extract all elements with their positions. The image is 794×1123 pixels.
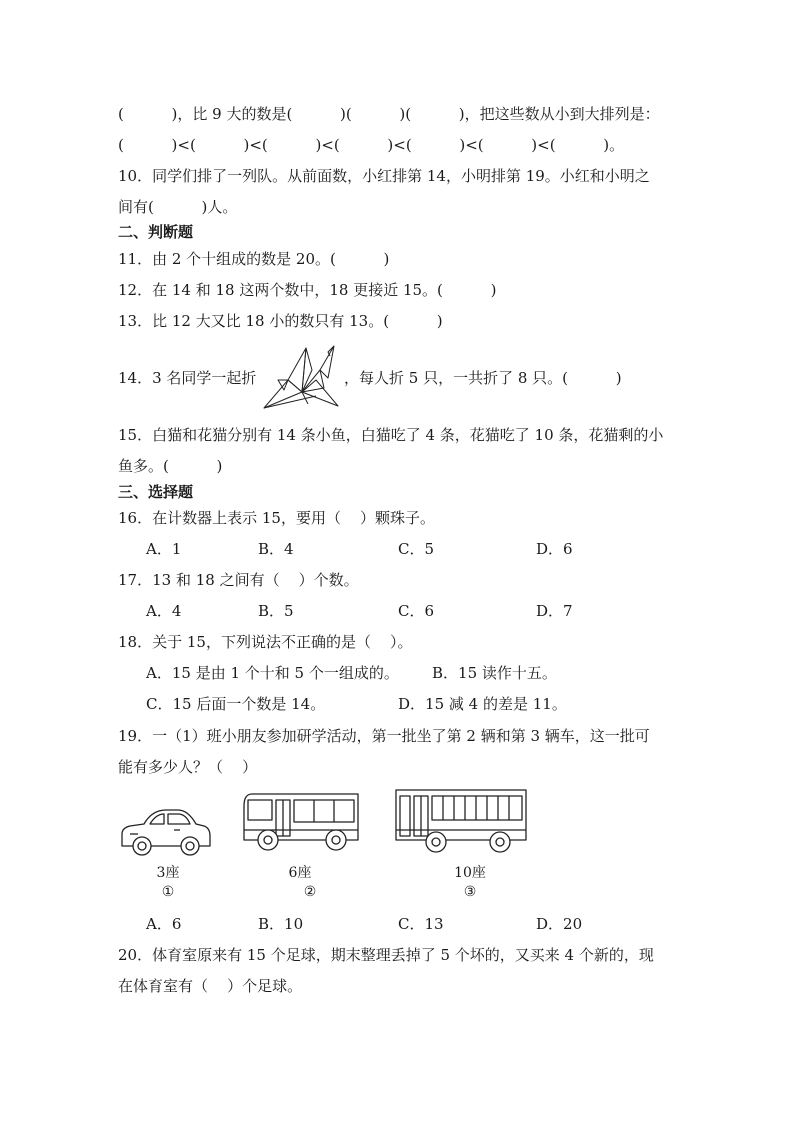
q11: 11．由 2 个十组成的数是 20。( ) xyxy=(118,250,390,268)
q15-line-2: 鱼多。( ) xyxy=(118,457,223,475)
q17-option-d: D．7 xyxy=(536,602,573,620)
car-icon xyxy=(118,806,212,858)
q19-line-1: 19．一（1）班小朋友参加研学活动，第一批坐了第 2 辆和第 3 辆车，这一批可 xyxy=(118,727,650,745)
q16-option-c: C．5 xyxy=(398,540,435,558)
q19-option-a: A．6 xyxy=(146,915,182,933)
q19-option-b: B．10 xyxy=(258,915,304,933)
q20-line-1: 20．体育室原来有 15 个足球，期末整理丢掉了 5 个坏的，又买来 4 个新的，现 xyxy=(118,946,654,964)
q19-line-2: 能有多少人？（ ） xyxy=(118,758,258,776)
section-choice-title: 三、选择题 xyxy=(118,483,194,501)
q16: 16．在计数器上表示 15，要用（ ）颗珠子。 xyxy=(118,509,436,527)
vehicle-3-seats: 10座 xyxy=(454,865,486,881)
q17-option-a: A．4 xyxy=(146,602,182,620)
q16-option-a: A．1 xyxy=(146,540,182,558)
q18-option-a: A．15 是由 1 个十和 5 个一组成的。 xyxy=(146,664,399,682)
q15-line-1: 15．白猫和花猫分别有 14 条小鱼，白猫吃了 4 条，花猫吃了 10 条，花猫剩的小 xyxy=(118,426,664,444)
section-judgement-title: 二、判断题 xyxy=(118,223,194,241)
q18-option-b: B．15 读作十五。 xyxy=(432,664,557,682)
q10-line-1: 10．同学们排了一列队。从前面数，小红排第 14，小明排第 19。小红和小明之 xyxy=(118,167,650,185)
large-bus-icon xyxy=(392,786,530,856)
q19-option-c: C．13 xyxy=(398,915,444,933)
q16-option-b: B．4 xyxy=(258,540,294,558)
q9-line-1: ( )，比 9 大的数是( )( )( )，把这些数从小到大排列是： xyxy=(118,105,660,123)
q14-text-before: 14．3 名同学一起折 xyxy=(118,369,257,387)
vehicle-1-mark: ① xyxy=(161,884,175,900)
small-bus-icon xyxy=(240,790,362,856)
vehicle-3-mark: ③ xyxy=(463,884,477,900)
q20-line-2: 在体育室有（ ）个足球。 xyxy=(118,977,303,995)
q18: 18．关于 15，下列说法不正确的是（ ）。 xyxy=(118,633,413,651)
paper-crane-icon xyxy=(258,340,344,412)
q17: 17．13 和 18 之间有（ ）个数。 xyxy=(118,571,359,589)
q18-option-c: C．15 后面一个数是 14。 xyxy=(146,695,326,713)
q18-option-d: D．15 减 4 的差是 11。 xyxy=(398,695,567,713)
q13: 13．比 12 大又比 18 小的数只有 13。( ) xyxy=(118,312,443,330)
vehicle-2-mark: ② xyxy=(303,884,317,900)
q10-line-2: 间有( )人。 xyxy=(118,198,238,216)
q17-option-c: C．6 xyxy=(398,602,435,620)
q17-option-b: B．5 xyxy=(258,602,294,620)
q12: 12．在 14 和 18 这两个数中，18 更接近 15。( ) xyxy=(118,281,497,299)
q16-option-d: D．6 xyxy=(536,540,573,558)
q14-text-after: ，每人折 5 只，一共折了 8 只。( ) xyxy=(344,369,622,387)
vehicle-1-seats: 3座 xyxy=(156,865,180,881)
q19-option-d: D．20 xyxy=(536,915,583,933)
vehicle-2-seats: 6座 xyxy=(288,865,312,881)
q9-line-2: ( )<( )<( )<( )<( )<( )<( )。 xyxy=(118,136,625,154)
